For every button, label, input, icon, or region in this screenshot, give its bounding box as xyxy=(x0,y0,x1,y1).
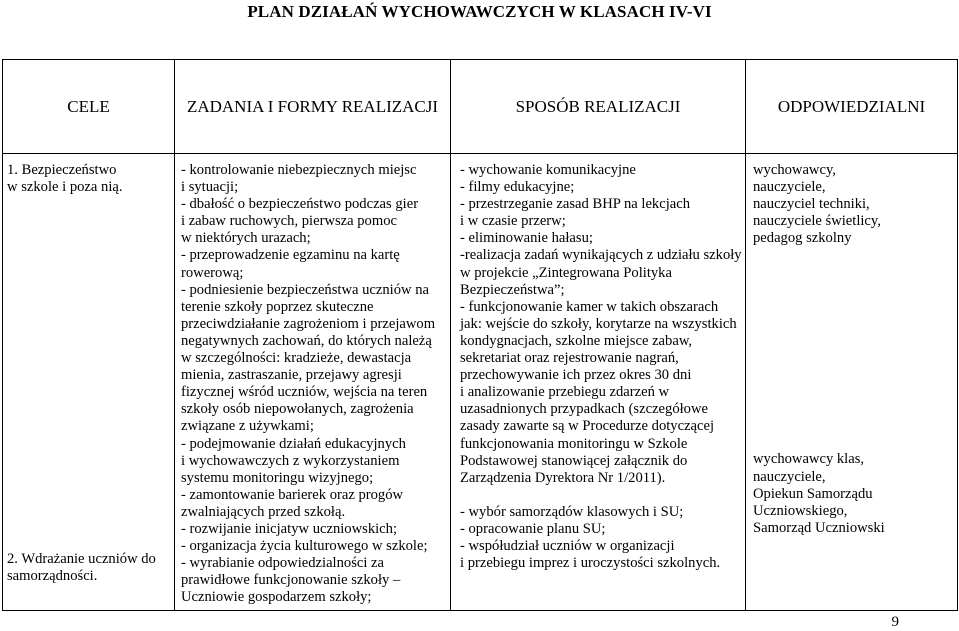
sposob-line: w projekcie „Zintegrowana Polityka xyxy=(460,264,672,281)
odpowiedzialni-line: Samorząd Uczniowski xyxy=(753,519,885,536)
goal-1-line: 1. Bezpieczeństwo xyxy=(7,162,117,178)
goal-1 xyxy=(7,162,168,196)
odpowiedzialni-cell xyxy=(746,154,958,611)
zadania-line: - wyrabianie odpowiedzialności za xyxy=(181,555,385,572)
odpowiedzialni-line: nauczyciele, xyxy=(753,179,826,196)
zadania-line: - rozwijanie inicjatyw uczniowskich; xyxy=(181,520,397,537)
odpowiedzialni-line: wychowawcy, xyxy=(753,162,836,178)
sposob-line: kondygnacjach, szkolne miejsce zabaw, xyxy=(460,332,693,349)
zadania-cell xyxy=(175,154,451,611)
page-title: PLAN DZIAŁAŃ WYCHOWAWCZYCH W KLASACH IV-VI xyxy=(247,2,712,21)
zadania-line: terenie szkoły poprzez skuteczne xyxy=(181,298,374,315)
sposob-line: przechowywanie ich przez okres 30 dni xyxy=(460,367,692,384)
zadania-line: prawidłowe funkcjonowanie szkoły – xyxy=(181,572,401,589)
zadania-line: - zamontowanie barierek oraz progów xyxy=(181,486,404,503)
zadania-line: - przeprowadzenie egzaminu na kartę xyxy=(181,247,400,264)
sposob-cell xyxy=(451,154,746,611)
sposob-line: uzasadnionych przypadkach (szczegółowe xyxy=(460,401,708,418)
zadania-line: - dbałość o bezpieczeństwo podczas gier xyxy=(181,196,419,213)
zadania-line: w niektórych urazach; xyxy=(181,230,311,247)
goal-1-line: w szkole i poza nią. xyxy=(7,179,123,196)
sposob-line: - wychowanie komunikacyjne xyxy=(460,162,636,178)
odpowiedzialni-line: Opiekun Samorządu xyxy=(753,485,873,502)
zadania-line: Uczniowie gospodarzem szkoły; xyxy=(181,589,372,606)
odpowiedzialni-block-1 xyxy=(753,162,951,247)
header-cele: CELE xyxy=(3,60,175,154)
zadania-line: systemu monitoringu wizyjnego; xyxy=(181,469,374,486)
odpowiedzialni-line: nauczyciele świetlicy, xyxy=(753,213,881,230)
zadania-line: szkoły osób niepowołanych, zagrożenia xyxy=(181,401,414,418)
zadania-line: - podniesienie bezpieczeństwa uczniów na xyxy=(181,281,429,298)
content-row xyxy=(3,154,958,611)
zadania-line: związane z używkami; xyxy=(181,418,314,435)
header-zadania: ZADANIA I FORMY REALIZACJI xyxy=(175,60,451,154)
zadania-line: i zabaw ruchowych, pierwsza pomoc xyxy=(181,213,397,230)
sposob-line: - eliminowanie hałasu; xyxy=(460,230,593,247)
zadania-line: i sytuacji; xyxy=(181,179,239,196)
odpowiedzialni-line: pedagog szkolny xyxy=(753,230,852,247)
odpowiedzialni-line: wychowawcy klas, xyxy=(753,451,865,468)
zadania-line: - organizacja życia kulturowego w szkole; xyxy=(181,538,428,555)
zadania-line: - podejmowanie działań edukacyjnych xyxy=(181,435,406,452)
header-sposob: SPOSÓB REALIZACJI xyxy=(451,60,746,154)
sposob-line: Bezpieczeństwa”; xyxy=(460,281,565,298)
sposob-line: -realizacja zadań wynikających z udziału szkoły xyxy=(460,247,742,264)
goal-2-line: samorządności. xyxy=(7,568,98,585)
goal-2-line: 2. Wdrażanie uczniów do xyxy=(7,551,156,568)
sposob-line: zasady zawarte są w Procedurze dotyczącej xyxy=(460,418,715,435)
sposob-line: - opracowanie planu SU; xyxy=(460,520,606,537)
cele-cell xyxy=(3,154,175,611)
sposob-line: i w czasie przerw; xyxy=(460,213,566,230)
header-row xyxy=(3,60,958,154)
zadania-line: i wychowawczych z wykorzystaniem xyxy=(181,452,400,469)
sposob-block-2 xyxy=(460,504,739,572)
zadania-line: mienia, zastraszanie, przejawy agresji xyxy=(181,367,402,384)
odpowiedzialni-block-2 xyxy=(753,451,951,536)
sposob-line: i przebiegu imprez i uroczystości szkolnych. xyxy=(460,555,721,572)
zadania-line: zwalniających przed szkołą. xyxy=(181,503,346,520)
sposob-line: Podstawowej stanowiącej załącznik do xyxy=(460,452,688,469)
sposob-line: - wybór samorządów klasowych i SU; xyxy=(460,503,684,520)
zadania-line: negatywnych zachowań, do których należą xyxy=(181,332,432,349)
zadania-line: w szczególności: kradzieże, dewastacja xyxy=(181,350,412,367)
sposob-line: i analizowanie przebiegu zdarzeń w xyxy=(460,384,670,401)
sposob-block-1 xyxy=(460,162,742,487)
odpowiedzialni-line: Uczniowskiego, xyxy=(753,502,848,519)
sposob-line: - współudział uczniów w organizacji xyxy=(460,537,675,554)
sposob-line: funkcjonowania monitoringu w Szkole xyxy=(460,435,688,452)
zadania-line: rowerową; xyxy=(181,264,244,281)
zadania-line: przeciwdziałanie zagrożeniom i przejawom xyxy=(181,315,436,332)
plan-table xyxy=(2,59,958,611)
sposob-line: jak: wejście do szkoły, korytarze na wszystkich xyxy=(460,315,737,332)
goal-2 xyxy=(7,551,168,585)
odpowiedzialni-line: nauczyciel techniki, xyxy=(753,196,870,213)
sposob-line: - przestrzeganie zasad BHP na lekcjach xyxy=(460,196,691,213)
page-number: 9 xyxy=(891,614,899,630)
header-odpowiedzialni: ODPOWIEDZIALNI xyxy=(746,60,958,154)
zadania-line: fizycznej wśród uczniów, wejścia na teren xyxy=(181,384,428,401)
sposob-line: - filmy edukacyjne; xyxy=(460,179,575,196)
sposob-line: sekretariat oraz rejestrowanie nagrań, xyxy=(460,350,679,367)
odpowiedzialni-line: nauczyciele, xyxy=(753,468,826,485)
sposob-line: - funkcjonowanie kamer w takich obszarach xyxy=(460,298,719,315)
zadania-line: - kontrolowanie niebezpiecznych miejsc xyxy=(181,162,417,178)
sposob-line: Zarządzenia Dyrektora Nr 1/2011). xyxy=(460,469,666,486)
